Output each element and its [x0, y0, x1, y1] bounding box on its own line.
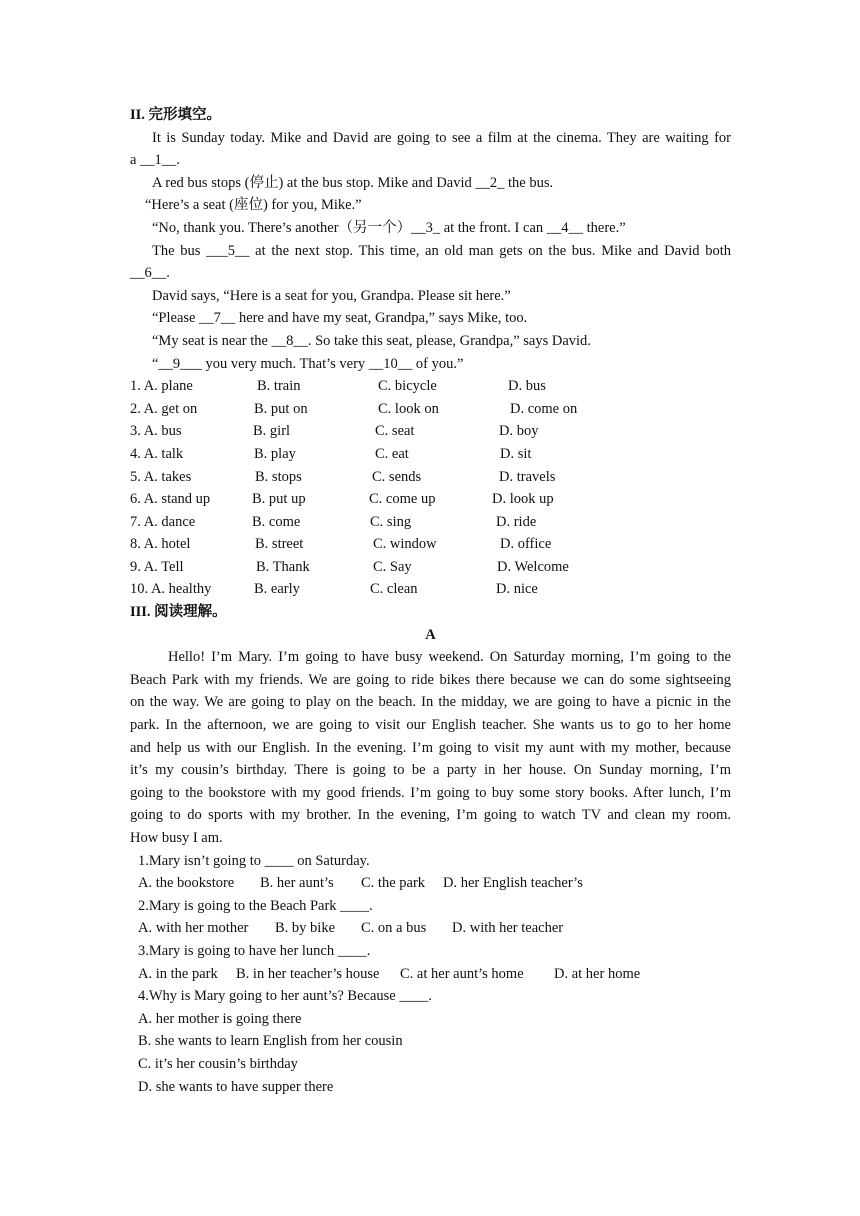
- option-c: C. on a bus: [361, 920, 427, 937]
- option-a: A. her mother is going there: [138, 1010, 302, 1027]
- option-d: D. her English teacher’s: [443, 875, 583, 892]
- cloze-option-row: [130, 578, 731, 601]
- option-c: C. at her aunt’s home: [400, 965, 524, 982]
- option-b: B. early: [254, 581, 300, 598]
- option-b: B. stops: [255, 468, 302, 485]
- option-d: D. Welcome: [497, 558, 569, 575]
- question-stem: 3.Mary is going to have her lunch ____.: [138, 942, 371, 959]
- question-options-row: [130, 963, 731, 986]
- question-stem: 1.Mary isn’t going to ____ on Saturday.: [138, 852, 370, 869]
- option-d: D. office: [500, 536, 552, 553]
- cloze-option-row: [130, 511, 731, 534]
- option-a: 2. A. get on: [130, 400, 198, 417]
- question-options-row: [130, 917, 731, 940]
- option-d: D. at her home: [554, 965, 641, 982]
- passage-line: going to the bookstore with my good friends. I’m going to buy some story books. After lunch, I’m: [130, 784, 731, 801]
- option-b: B. by bike: [275, 920, 336, 937]
- option-d: D. sit: [500, 445, 532, 462]
- cloze-option-row: [130, 375, 731, 398]
- option-c: C. clean: [370, 581, 418, 598]
- option-c: C. it’s her cousin’s birthday: [138, 1055, 298, 1072]
- option-a: 9. A. Tell: [130, 558, 184, 575]
- option-b: B. in her teacher’s house: [236, 965, 380, 982]
- cloze-option-row: [130, 398, 731, 421]
- option-c: C. eat: [375, 445, 409, 462]
- cloze-option-row: [130, 533, 731, 556]
- option-b: B. she wants to learn English from her cousin: [138, 1033, 403, 1050]
- option-d: D. travels: [499, 468, 556, 485]
- option-c: C. sends: [372, 468, 422, 485]
- option-b: B. street: [255, 536, 304, 553]
- option-c: C. sing: [370, 513, 412, 530]
- cloze-option-row: [130, 466, 731, 489]
- passage-line: going to do sports with my brother. In the evening, I’m going to watch TV and clean my room.: [130, 807, 731, 824]
- cloze-paragraph-line: A red bus stops (停止) at the bus stop. Mike and David __2_ the bus.: [152, 174, 554, 191]
- cloze-paragraph-line: David says, “Here is a seat for you, Grandpa. Please sit here.”: [152, 287, 511, 304]
- option-a: 8. A. hotel: [130, 536, 191, 553]
- option-c: C. come up: [369, 491, 436, 508]
- cloze-paragraph-line: “__9___ you very much. That’s very __10__ of you.”: [152, 355, 464, 372]
- option-a: 5. A. takes: [130, 468, 192, 485]
- question-options-row: [130, 872, 731, 895]
- section-heading-cloze: II. 完形填空。: [130, 107, 222, 123]
- option-c: C. window: [373, 536, 437, 553]
- cloze-paragraph-line: “My seat is near the __8__. So take this seat, please, Grandpa,” says David.: [152, 332, 591, 349]
- cloze-option-row: [130, 443, 731, 466]
- option-a: A. the bookstore: [138, 875, 235, 892]
- option-d: D. ride: [496, 513, 537, 530]
- option-a: 1. A. plane: [130, 378, 193, 395]
- option-c: C. Say: [373, 558, 412, 575]
- passage-line: it’s my cousin’s birthday. There is going to be a party in her house. On Sunday morning, I’m: [130, 762, 731, 779]
- cloze-paragraph-line: “No, thank you. There’s another（另一个）__3_ at the front. I can __4__ there.”: [152, 219, 626, 236]
- cloze-paragraph-line: It is Sunday today. Mike and David are going to see a film at the cinema. They are waiting for: [152, 129, 731, 146]
- option-c: C. bicycle: [378, 378, 437, 395]
- option-d: D. come on: [510, 400, 578, 417]
- option-a: 4. A. talk: [130, 445, 184, 462]
- option-c: C. look on: [378, 400, 439, 417]
- passage-line: Hello! I’m Mary. I’m going to have busy weekend. On Saturday morning, I’m going to the: [168, 649, 731, 666]
- option-d: D. nice: [496, 581, 538, 598]
- option-b: B. play: [254, 445, 296, 462]
- passage-line: park. In the afternoon, we are going to visit our English teacher. She wants us to go to her home: [130, 717, 731, 734]
- option-b: B. put up: [252, 491, 306, 508]
- question-stem: 4.Why is Mary going to her aunt’s? Because ____.: [138, 988, 432, 1005]
- worksheet-page: [130, 104, 731, 1098]
- option-b: B. her aunt’s: [260, 875, 334, 892]
- option-c: C. seat: [375, 423, 415, 440]
- cloze-option-row: [130, 420, 731, 443]
- option-a: 7. A. dance: [130, 513, 196, 530]
- option-b: B. Thank: [256, 558, 310, 575]
- option-a: A. in the park: [138, 965, 218, 982]
- question-stem: 2.Mary is going to the Beach Park ____.: [138, 897, 373, 914]
- cloze-paragraph-line: a __1__.: [130, 152, 180, 169]
- cloze-paragraph-line: “Here’s a seat (座位) for you, Mike.”: [145, 197, 362, 214]
- option-d: D. boy: [499, 423, 539, 440]
- cloze-paragraph-line: The bus ___5__ at the next stop. This time, an old man gets on the bus. Mike and David both: [152, 242, 731, 259]
- option-a: 3. A. bus: [130, 423, 182, 440]
- option-b: B. girl: [253, 423, 291, 440]
- option-b: B. come: [252, 513, 301, 530]
- passage-line: Beach Park with my friends. We are going to ride bikes there because we can do some sightseeing: [130, 671, 731, 688]
- option-d: D. bus: [508, 378, 546, 395]
- cloze-paragraph-line: __6__.: [130, 265, 170, 282]
- section-heading-reading: III. 阅读理解。: [130, 604, 227, 621]
- option-b: B. put on: [254, 400, 308, 417]
- option-c: C. the park: [361, 875, 426, 892]
- passage-line: and help us with our English. In the evening. I’m going to visit my aunt with my mother, because: [130, 739, 731, 756]
- option-d: D. with her teacher: [452, 920, 564, 937]
- option-b: B. train: [257, 378, 301, 395]
- passage-label: A: [425, 626, 436, 643]
- passage-line: on the way. We are going to play on the beach. In the midday, we are going to have a picnic in the: [130, 694, 731, 711]
- cloze-option-row: [130, 488, 731, 511]
- cloze-option-row: [130, 556, 731, 579]
- cloze-paragraph-line: “Please __7__ here and have my seat, Grandpa,” says Mike, too.: [152, 310, 528, 327]
- option-a: 6. A. stand up: [130, 491, 211, 508]
- passage-line: How busy I am.: [130, 830, 223, 846]
- option-a: A. with her mother: [138, 920, 249, 937]
- option-d: D. look up: [492, 491, 554, 508]
- option-a: 10. A. healthy: [130, 581, 212, 598]
- option-d: D. she wants to have supper there: [138, 1078, 334, 1095]
